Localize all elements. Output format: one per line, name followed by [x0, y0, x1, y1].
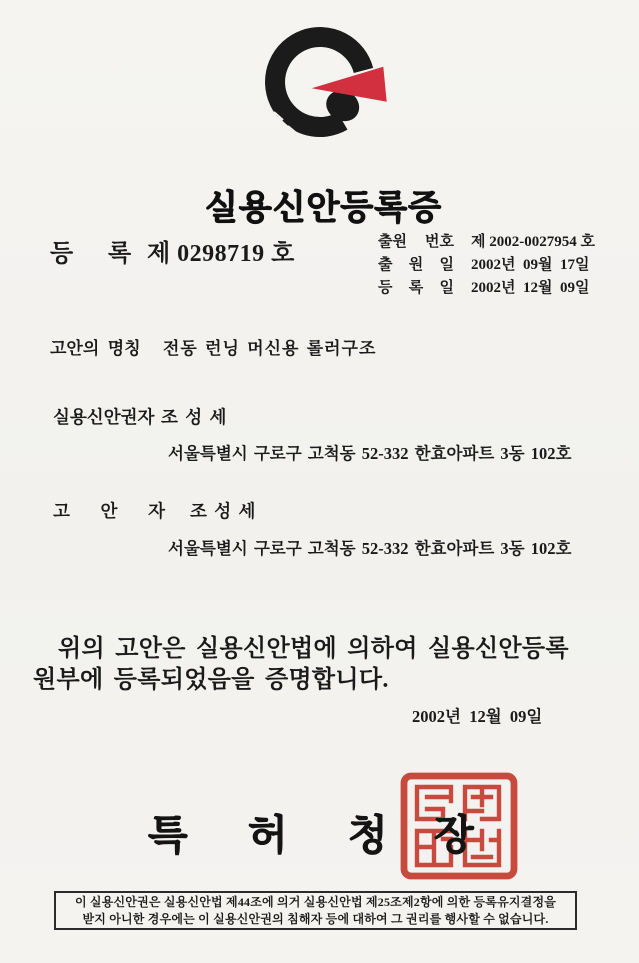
legal-notice-box: [54, 891, 577, 930]
application-number-label: 출원 번호: [378, 234, 454, 250]
issuer-char: 특: [148, 812, 188, 858]
legal-notice-line2: 받지 아니한 경우에는 이 실용신안권의 침해자 등에 대하여 그 권리를 행사할 수 없습니다.: [82, 911, 549, 926]
application-number-row: [378, 233, 616, 253]
owner-name: 조 성 세: [161, 407, 227, 427]
invention-title-row: [50, 334, 376, 359]
owner-row: [53, 404, 226, 429]
owner-label: 실용신안권자: [53, 407, 155, 427]
legal-notice-line1: 이 실용신안권은 실용신안법 제44조에 의거 실용신안법 제25조제2항에 의한 등록유지결정을: [74, 895, 557, 909]
registration-date-value: 2002년 12월 09일: [471, 280, 590, 296]
certificate-title: 실용신안등록증: [205, 189, 442, 227]
application-date-value: 2002년 09월 17일: [471, 257, 590, 273]
inventor-address: 서울특별시 구로구 고척동 52-332 한효아파트 3동 102호: [168, 539, 572, 558]
certification-statement-line2: 원부에 등록되었음을 증명합니다.: [33, 667, 389, 693]
registration-label-char: 등: [50, 241, 74, 267]
inventor-row: [53, 498, 255, 523]
registration-label-char: 록: [108, 241, 132, 267]
issuer-char: 청: [348, 812, 388, 858]
invention-title-label: 고안의 명칭: [50, 339, 141, 358]
application-info-block: [378, 233, 616, 302]
kipo-logo: [230, 20, 390, 140]
application-number-value: 제 2002-0027954 호: [471, 234, 595, 250]
invention-title-value: 전동 런닝 머신용 롤러구조: [163, 339, 377, 358]
issuer-char-over-seal: 장: [434, 812, 474, 858]
inventor-name: 조 성 세: [190, 501, 256, 521]
certification-statement-line1: 위의 고안은 실용신안법에 의하여 실용신안등록: [58, 636, 569, 662]
issue-date: 2002년 12월 09일: [412, 707, 543, 726]
owner-address: 서울특별시 구로구 고척동 52-332 한효아파트 3동 102호: [168, 444, 572, 463]
registration-number: 제 0298719 호: [147, 241, 295, 267]
registration-date-label: 등 록 일: [378, 280, 454, 296]
application-date-label: 출 원 일: [378, 257, 454, 273]
registration-date-row: [378, 279, 616, 299]
inventor-label: 고 안 자: [53, 501, 165, 521]
application-date-row: [378, 256, 616, 276]
issuer-char: 허: [248, 812, 288, 858]
certification-statement: [33, 634, 598, 696]
